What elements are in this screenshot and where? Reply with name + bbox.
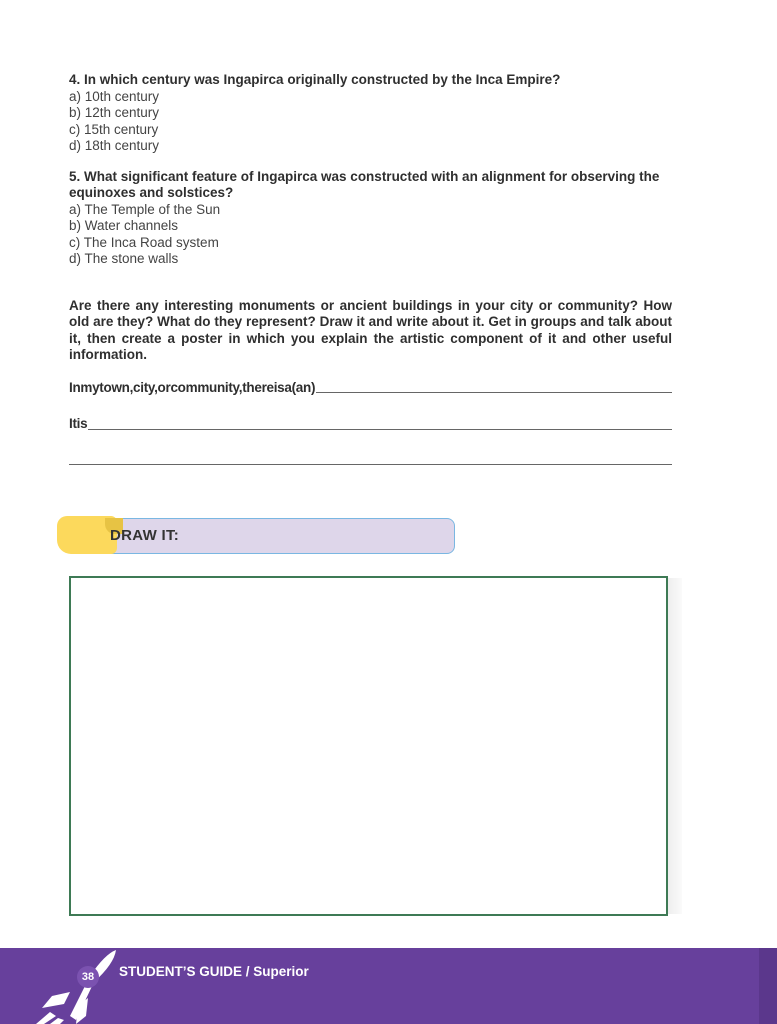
answer-blank[interactable] <box>316 391 672 393</box>
fill-line-label: Itis <box>69 416 88 431</box>
main-content <box>69 72 672 465</box>
question-4 <box>69 72 672 155</box>
answer-blank[interactable] <box>88 428 672 430</box>
footer-edge <box>759 948 777 1024</box>
question-5 <box>69 169 672 268</box>
drawing-area[interactable] <box>69 576 668 916</box>
page-number-badge: 38 <box>77 966 99 988</box>
option-d: d) 18th century <box>69 138 160 153</box>
question-title: 4. In which century was Ingapirca originally constructed by the Inca Empire? <box>69 72 561 87</box>
footer-title: STUDENT’S GUIDE / Superior <box>119 964 309 979</box>
option-a: a) 10th century <box>69 88 160 104</box>
draw-it-label: DRAW IT: <box>110 527 180 544</box>
fill-line-2[interactable] <box>69 416 672 433</box>
activity-prompt: Are there any interesting monuments or ancient buildings in your city or community? How old are they? What do they represent? Draw it and write about it. Get in groups and talk about it, then create a poster in which you explain the artistic component of it and other useful information. <box>69 297 672 362</box>
question-title: 5. What significant feature of Ingapirca was constructed with an alignment for observing the equinoxes and solstices? <box>69 168 660 200</box>
answer-blank-line-3[interactable] <box>69 463 672 465</box>
option-d: d) The stone walls <box>69 251 179 266</box>
option-c: c) The Inca Road system <box>69 234 219 250</box>
option-b: b) 12th century <box>69 105 160 120</box>
fill-line-1[interactable] <box>69 380 672 397</box>
option-a: a) The Temple of the Sun <box>69 201 221 217</box>
drawing-box-shadow <box>668 578 682 914</box>
rocket-icon <box>30 946 120 1024</box>
fill-line-label: Inmytown,city,orcommunity,thereisa(an) <box>69 379 316 395</box>
option-c: c) 15th century <box>69 121 159 137</box>
draw-it-banner <box>57 518 457 554</box>
option-b: b) Water channels <box>69 218 179 233</box>
